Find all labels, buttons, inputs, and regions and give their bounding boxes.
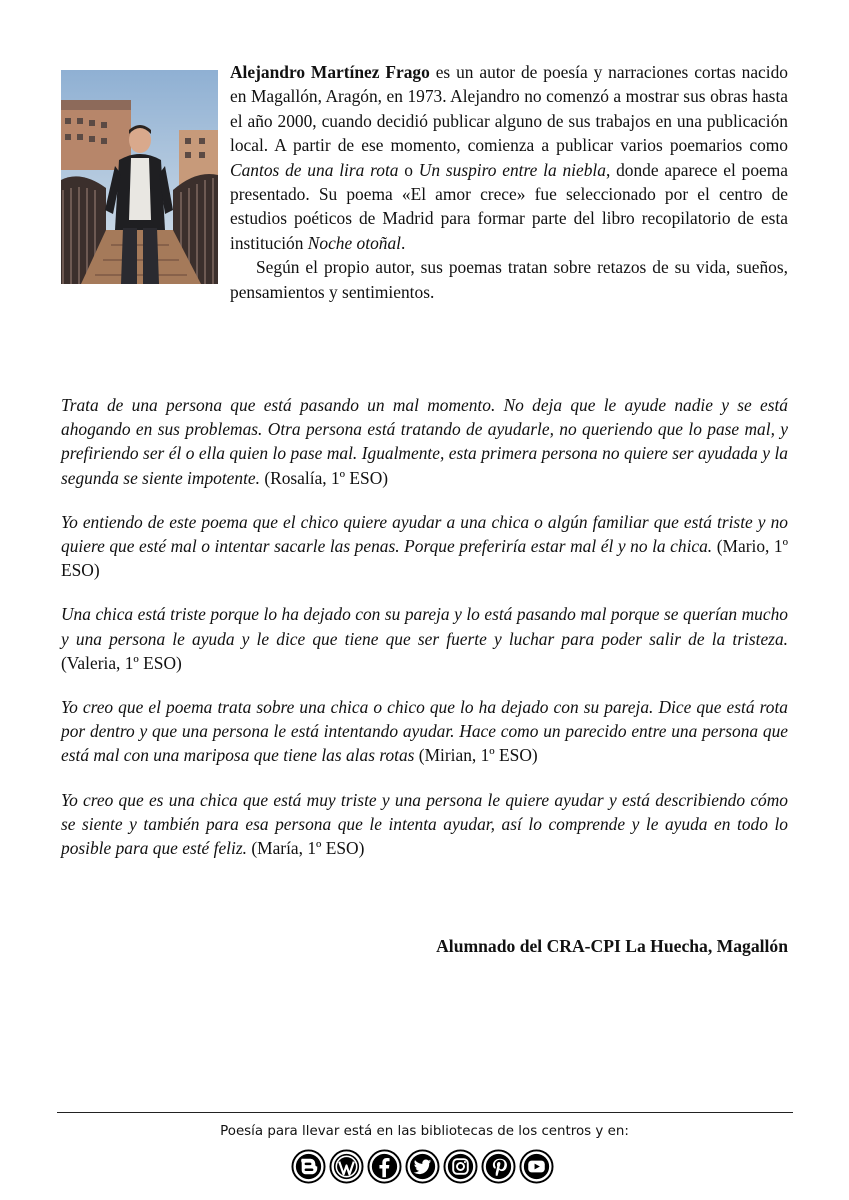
bio-text-2: o	[398, 159, 419, 180]
instagram-icon[interactable]	[443, 1149, 478, 1184]
bio-text-1: es un autor de poesía y narraciones cortas nacido en Magallón, Aragón, en 1973. Alejandro no comenzó a mostrar sus obras hasta el año 2000, cuando decidió publicar alguno de sus trabajos en una publicación local. A partir de ese momento, comienza a publicar varios poemarios como	[230, 62, 788, 156]
youtube-icon[interactable]	[519, 1149, 554, 1184]
comment	[61, 695, 788, 768]
comment-author: (Valeria, 1º ESO)	[61, 652, 182, 673]
comment	[61, 788, 788, 861]
author-photo	[61, 70, 218, 284]
author-name: Alejandro Martínez Frago	[230, 62, 430, 82]
comment-author: (Rosalía, 1º ESO)	[259, 467, 389, 488]
blogger-icon[interactable]	[291, 1149, 326, 1184]
facebook-icon[interactable]	[367, 1149, 402, 1184]
comment-text: Trata de una persona que está pasando un mal momento. No deja que le ayude nadie y se está ahogando en sus problemas. Otra persona está tratando de ayudarle, no queriendo que lo pase mal, y prefiriendo ser él o ella quien lo pase mal. Igualmente, esta primera persona no quiere ser ayudada y la segunda se siente impotente.	[61, 395, 788, 488]
book-title-1: Cantos de una lira rota	[230, 159, 399, 180]
comment-text: Yo entiendo de este poema que el chico quiere ayudar a una chica o algún familiar que está triste y no quiere que esté mal o intentar sacarle las penas. Porque preferiría estar mal él y no la chica.	[61, 511, 788, 557]
comment	[61, 510, 788, 583]
book-title-2: Un suspiro entre la niebla	[418, 159, 606, 180]
comment	[61, 602, 788, 675]
comment-author: (María, 1º ESO)	[246, 838, 365, 859]
book-title-3: Noche otoñal	[307, 232, 402, 253]
comment	[61, 393, 788, 490]
comment-author: (Mario, 1º ESO)	[61, 536, 789, 581]
twitter-icon[interactable]	[405, 1149, 440, 1184]
bio-text-4: .	[401, 232, 406, 253]
author-photo-image	[61, 70, 218, 284]
wordpress-icon[interactable]	[329, 1149, 364, 1184]
social-icons	[291, 1149, 554, 1185]
author-bio	[61, 60, 788, 304]
pinterest-icon[interactable]	[481, 1149, 516, 1184]
comment-text: Yo creo que es una chica que está muy triste y una persona le quiere ayudar y está describiendo cómo se siente y también para esa persona que le intenta ayudar, así lo comprende y le ayuda en todo lo posible para que esté feliz.	[61, 789, 788, 859]
bio-paragraph-2: Según el propio autor, sus poemas tratan sobre retazos de su vida, sueños, pensamientos y sentimientos.	[230, 257, 788, 302]
student-comments	[61, 393, 788, 880]
footer-text: Poesía para llevar está en las bibliotecas de los centros y en:	[220, 1124, 629, 1139]
signature: Alumnado del CRA-CPI La Huecha, Magallón	[436, 936, 788, 956]
comment-text: Una chica está triste porque lo ha dejado con su pareja y lo está pasando mal porque se querían mucho y una persona le ayuda y le dice que tiene que ser fuerte y luchar para poder salir de la tristeza.	[61, 604, 788, 649]
bio-text-3: , donde aparece el poema presentado. Su poema «El amor crece» fue seleccionado por el centro de estudios poéticos de Madrid para formar parte del libro recopilatorio de esta institución	[230, 159, 788, 253]
comment-text: Yo creo que el poema trata sobre una chica o chico que lo ha dejado con su pareja. Dice que está rota por dentro y que una persona le está intentando ayudar. Hace como un parecido entre una persona que está mal con una mariposa que tiene las alas rotas	[61, 697, 788, 766]
comment-author: (Mirian, 1º ESO)	[414, 745, 538, 766]
footer-divider	[57, 1112, 793, 1113]
